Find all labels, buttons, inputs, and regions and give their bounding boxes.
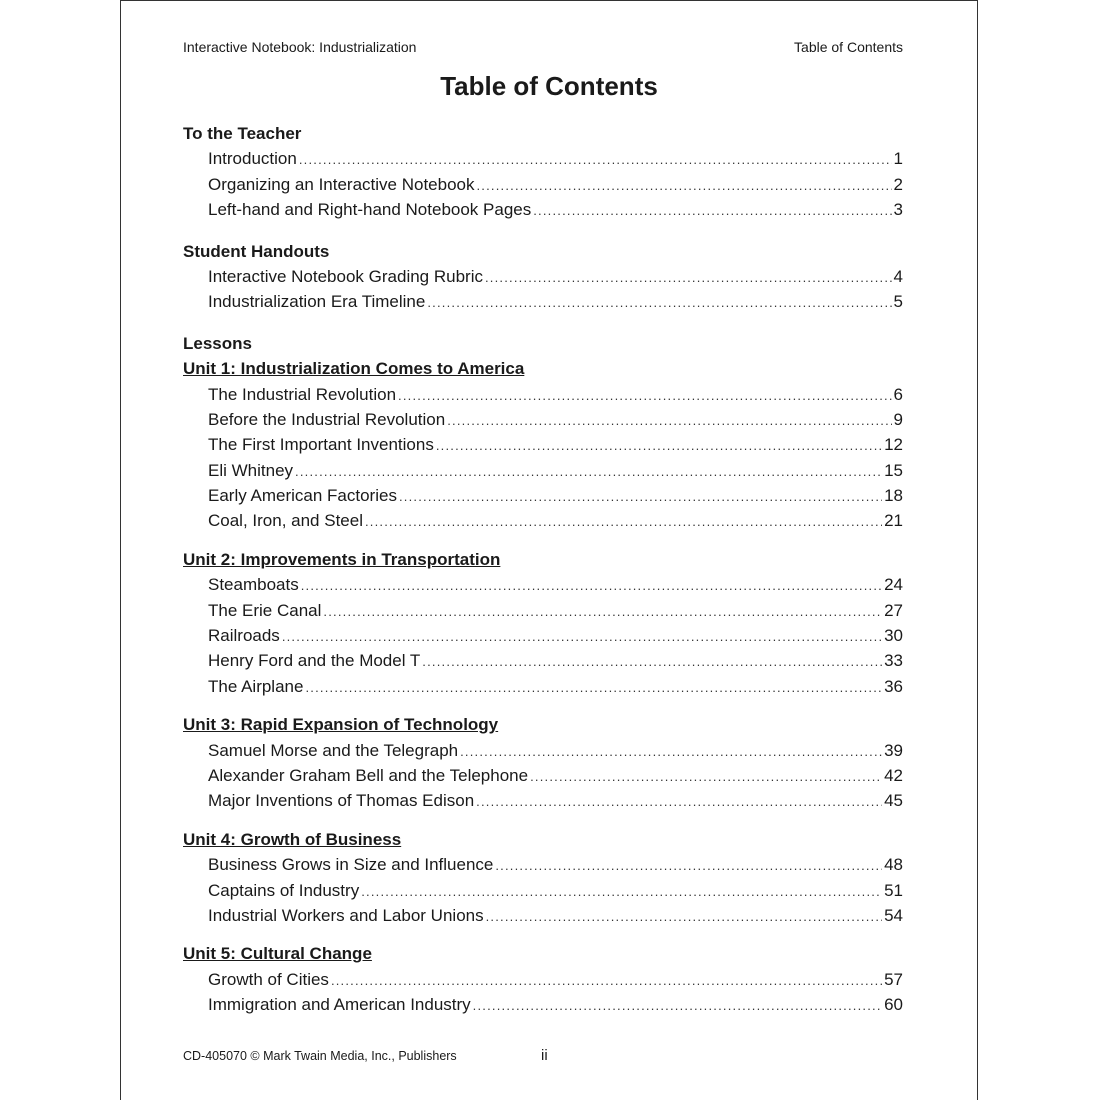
section-gap: [183, 223, 903, 239]
toc-entry[interactable]: [183, 508, 903, 533]
dot-leader: [447, 408, 891, 433]
page-title: Table of Contents: [440, 71, 658, 101]
dot-leader: [486, 904, 882, 929]
toc-entry-title: Henry Ford and the Model T: [208, 651, 421, 671]
toc-entry-page: 39: [884, 740, 903, 760]
toc-entry-page: 45: [884, 791, 903, 811]
toc-entry-title: Interactive Notebook Grading Rubric: [208, 266, 483, 286]
toc-entry[interactable]: [183, 967, 903, 992]
toc-entry-title: Growth of Cities: [208, 969, 329, 989]
toc-entry[interactable]: [183, 648, 903, 673]
toc-entry-title: Industrial Workers and Labor Unions: [208, 905, 484, 925]
toc-entry-page: 27: [884, 600, 903, 620]
toc-entry-title: The Erie Canal: [208, 600, 322, 620]
toc-entry-title: The First Important Inventions: [208, 435, 434, 455]
section-gap: [183, 315, 903, 331]
dot-leader: [422, 649, 882, 674]
lessons-heading: Lessons: [183, 333, 252, 353]
toc-entry[interactable]: [183, 432, 903, 457]
section-heading: To the Teacher: [183, 124, 302, 143]
dot-leader: [399, 484, 882, 509]
toc-entry[interactable]: [183, 172, 903, 197]
toc-entry-title: Alexander Graham Bell and the Telephone: [208, 765, 529, 785]
toc-entry-page: 3: [893, 200, 903, 220]
footer-page-number: ii: [541, 1047, 548, 1064]
footer: [183, 1049, 903, 1063]
running-head-right: Table of Contents: [794, 39, 903, 55]
toc-entry[interactable]: [183, 458, 903, 483]
toc-entry-page: 42: [884, 765, 903, 785]
toc-entry-page: 60: [884, 995, 903, 1015]
toc-entry-page: 5: [893, 292, 903, 312]
toc-entry-title: Before the Industrial Revolution: [208, 409, 446, 429]
toc-entry[interactable]: [183, 878, 903, 903]
dot-leader: [323, 599, 882, 624]
document-page: [120, 0, 978, 1100]
toc-entry-title: Railroads: [208, 626, 280, 646]
dot-leader: [473, 993, 882, 1018]
dot-leader: [398, 383, 891, 408]
dot-leader: [299, 147, 892, 172]
toc-entry[interactable]: [183, 738, 903, 763]
unit-gap: [183, 534, 903, 547]
toc-entry-page: 1: [893, 149, 903, 169]
toc-entry[interactable]: [183, 483, 903, 508]
toc-entry-title: Major Inventions of Thomas Edison: [208, 791, 475, 811]
dot-leader: [477, 173, 892, 198]
toc-entry-page: 9: [893, 409, 903, 429]
toc-entry-title: Early American Factories: [208, 486, 397, 506]
toc-entry-title: Captains of Industry: [208, 880, 360, 900]
dot-leader: [331, 968, 882, 993]
unit-heading: Unit 3: Rapid Expansion of Technology: [183, 715, 499, 735]
footer-publisher: CD-405070 © Mark Twain Media, Inc., Publishers: [183, 1049, 457, 1063]
toc-entry-page: 2: [893, 174, 903, 194]
toc-entry[interactable]: [183, 674, 903, 699]
toc-entry-title: Introduction: [208, 149, 297, 169]
dot-leader: [295, 459, 882, 484]
toc-entry[interactable]: [183, 852, 903, 877]
toc-entry[interactable]: [183, 264, 903, 289]
unit-heading: Unit 2: Improvements in Transportation: [183, 549, 501, 569]
toc-entry-page: 54: [884, 905, 903, 925]
toc-entry-title: Left-hand and Right-hand Notebook Pages: [208, 200, 532, 220]
toc-entry-page: 12: [884, 435, 903, 455]
dot-leader: [530, 764, 882, 789]
toc-entry[interactable]: [183, 407, 903, 432]
toc-entry-page: 36: [884, 676, 903, 696]
dot-leader: [301, 573, 882, 598]
toc-entry-page: 24: [884, 575, 903, 595]
toc-entry-title: Eli Whitney: [208, 460, 294, 480]
toc-entry[interactable]: [183, 146, 903, 171]
toc-entry[interactable]: [183, 289, 903, 314]
dot-leader: [436, 433, 882, 458]
toc-entry-title: Immigration and American Industry: [208, 995, 471, 1015]
running-head: [183, 39, 903, 55]
toc-entry[interactable]: [183, 382, 903, 407]
toc-entry[interactable]: [183, 763, 903, 788]
toc-entry-page: 15: [884, 460, 903, 480]
toc-entry-page: 6: [893, 384, 903, 404]
toc-entry-title: The Airplane: [208, 676, 304, 696]
toc-entry-page: 33: [884, 651, 903, 671]
toc-entry-page: 48: [884, 855, 903, 875]
dot-leader: [533, 198, 891, 223]
unit-gap: [183, 928, 903, 941]
toc-entry-title: Steamboats: [208, 575, 299, 595]
toc-entry-title: Samuel Morse and the Telegraph: [208, 740, 459, 760]
dot-leader: [485, 265, 892, 290]
unit-heading: Unit 1: Industrialization Comes to America: [183, 359, 525, 379]
dot-leader: [476, 789, 882, 814]
dot-leader: [282, 624, 882, 649]
toc-entry-page: 4: [893, 266, 903, 286]
toc-entry[interactable]: [183, 903, 903, 928]
unit-heading: Unit 5: Cultural Change: [183, 944, 372, 964]
dot-leader: [495, 853, 882, 878]
unit-gap: [183, 814, 903, 827]
toc-entry-title: Business Grows in Size and Influence: [208, 855, 494, 875]
toc-entry-title: Organizing an Interactive Notebook: [208, 174, 475, 194]
toc-entry[interactable]: [183, 197, 903, 222]
unit-heading: Unit 4: Growth of Business: [183, 829, 402, 849]
section-heading: Student Handouts: [183, 241, 330, 261]
running-head-left: Interactive Notebook: Industrialization: [183, 39, 417, 55]
toc-entry[interactable]: [183, 572, 903, 597]
dot-leader: [305, 675, 882, 700]
dot-leader: [361, 879, 882, 904]
toc-entry-page: 30: [884, 626, 903, 646]
toc-entry-page: 51: [884, 880, 903, 900]
toc-entry[interactable]: [183, 992, 903, 1017]
table-of-contents: [183, 121, 903, 1018]
toc-entry-page: 57: [884, 969, 903, 989]
toc-entry-page: 18: [884, 486, 903, 506]
dot-leader: [427, 290, 891, 315]
toc-entry[interactable]: [183, 623, 903, 648]
toc-entry-page: 21: [884, 511, 903, 531]
unit-gap: [183, 699, 903, 712]
toc-entry-title: The Industrial Revolution: [208, 384, 397, 404]
dot-leader: [460, 739, 882, 764]
toc-entry[interactable]: [183, 788, 903, 813]
toc-entry[interactable]: [183, 598, 903, 623]
toc-entry-title: Industrialization Era Timeline: [208, 292, 426, 312]
dot-leader: [365, 509, 882, 534]
toc-entry-title: Coal, Iron, and Steel: [208, 511, 363, 531]
